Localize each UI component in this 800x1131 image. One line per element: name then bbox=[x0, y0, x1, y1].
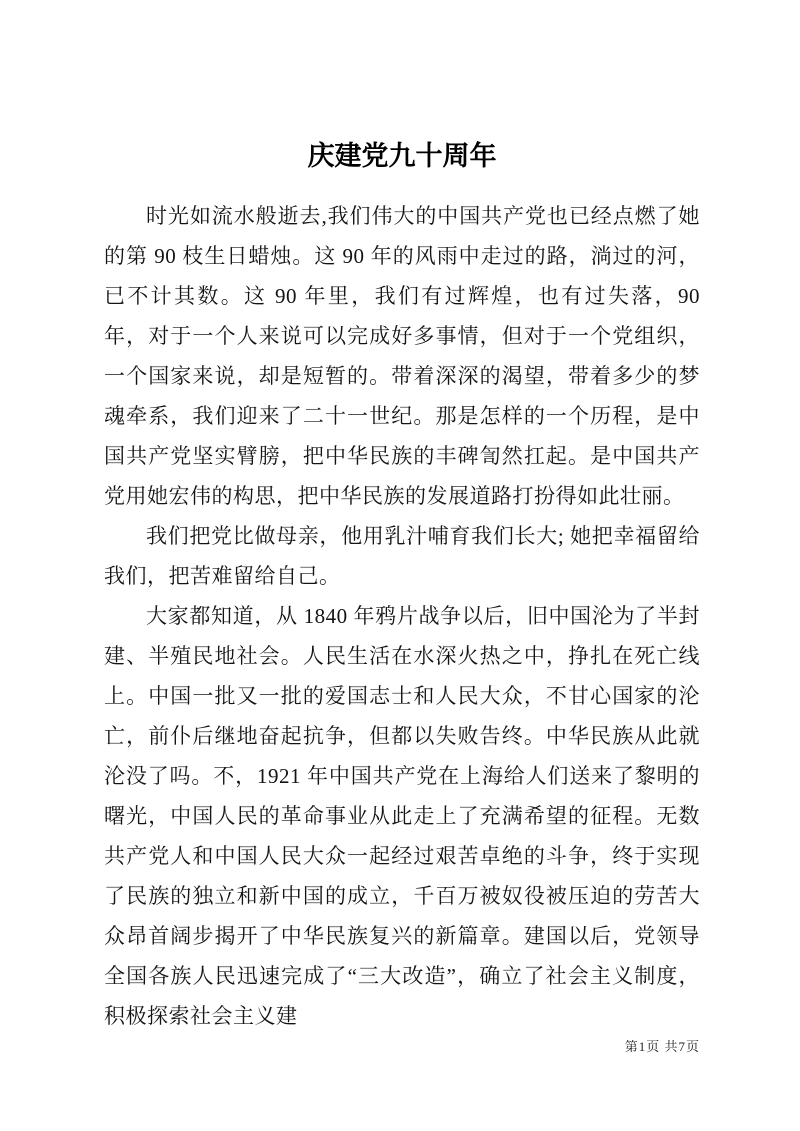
document-title: 庆建党九十周年 bbox=[307, 141, 497, 171]
paragraph: 大家都知道，从 1840 年鸦片战争以后，旧中国沦为了半封建、半殖民地社会。人民生活在水深火热之中，挣扎在死亡线上。中国一批又一批的爱国志士和人民大众，不甘心国家的沦亡，前仆后继地奋起抗争，但都以失败告终。中华民族从此就沦没了吗。不，1921 年中国共产党在上海给人们送来了黎明的曙光，中国人民的革命事业从此走上了充满希望的征程。无数共产党人和中国人民大众一起经过艰苦卓绝的斗争，终于实现了民族的独立和新中国的成立，千百万被奴役被压迫的劳苦大众昂首阔步揭开了中华民族复兴的新篇章。建国以后，党领导全国各族人民迅速完成了“三大改造”，确立了社会主义制度，积极探索社会主义建 bbox=[104, 604, 700, 1028]
page-number-footer: 第1页 共7页 bbox=[624, 1039, 700, 1054]
document-page bbox=[104, 136, 700, 1036]
paragraph: 时光如流水般逝去,我们伟大的中国共产党也已经点燃了她的第 90 枝生日蜡烛。这 90 年的风雨中走过的路，淌过的河，已不计其数。这 90 年里，我们有过辉煌，也有过失落，90 年，对于一个人来说可以完成好多事情，但对于一个党组织，一个国家来说，却是短暂的。带着深深的渴望，带着多少的梦魂牵系，我们迎来了二十一世纪。那是怎样的一个历程，是中国共产党坚实臂膀，把中华民族的丰碑訇然扛起。是中国共产党用她宏伟的构思，把中华民族的发展道路打扮得如此壮丽。 bbox=[104, 204, 700, 508]
paragraph: 我们把党比做母亲，他用乳汁哺育我们长大; 她把幸福留给我们，把苦难留给自己。 bbox=[104, 524, 700, 588]
